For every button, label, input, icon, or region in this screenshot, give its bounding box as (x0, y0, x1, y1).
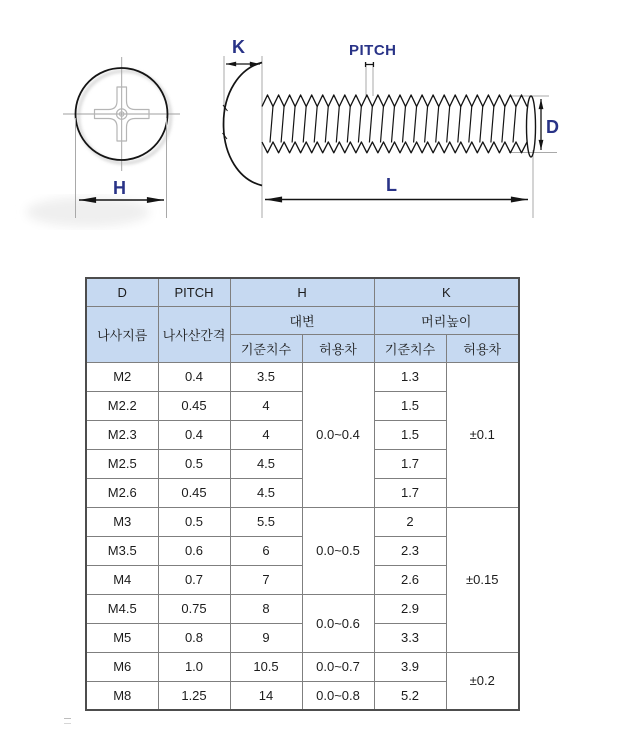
cell-h-tol: 0.0~0.5 (302, 507, 374, 594)
header-cell-k-basic: 기준치수 (374, 334, 446, 362)
cell-pitch: 0.7 (158, 565, 230, 594)
cell-d: M2.6 (86, 478, 158, 507)
header-cell-k-tol: 허용차 (446, 334, 519, 362)
cell-h-basic: 3.5 (230, 362, 302, 391)
dim-label-h: H (113, 178, 126, 198)
thread-bottom-edge (262, 142, 527, 153)
cell-d: M3.5 (86, 536, 158, 565)
cell-d: M2 (86, 362, 158, 391)
header-cell-k-sub: 머리높이 (374, 306, 519, 334)
header-cell-h-basic: 기준치수 (230, 334, 302, 362)
cell-pitch: 0.5 (158, 507, 230, 536)
cell-d: M8 (86, 681, 158, 710)
cell-h-basic: 5.5 (230, 507, 302, 536)
cell-k-basic: 2 (374, 507, 446, 536)
cell-pitch: 0.4 (158, 420, 230, 449)
screw-dimension-drawing (0, 0, 626, 262)
cell-pitch: 0.8 (158, 623, 230, 652)
cell-d: M5 (86, 623, 158, 652)
cell-d: M2.3 (86, 420, 158, 449)
cell-d: M3 (86, 507, 158, 536)
cell-pitch: 1.25 (158, 681, 230, 710)
table-row (86, 362, 519, 391)
cell-k-tol: ±0.15 (446, 507, 519, 652)
cell-k-tol: ±0.1 (446, 362, 519, 507)
cell-d: M2.2 (86, 391, 158, 420)
cell-k-basic: 3.3 (374, 623, 446, 652)
cell-h-basic: 4 (230, 391, 302, 420)
cell-k-tol: ±0.2 (446, 652, 519, 710)
dim-label-d: D (546, 117, 559, 137)
cell-pitch: 1.0 (158, 652, 230, 681)
cell-d: M2.5 (86, 449, 158, 478)
thread-flanks (270, 106, 516, 143)
head-profile (224, 63, 263, 186)
cell-k-basic: 1.5 (374, 391, 446, 420)
cell-k-basic: 5.2 (374, 681, 446, 710)
cell-pitch: 0.75 (158, 594, 230, 623)
spec-table (85, 277, 520, 711)
scan-artifact-mark (64, 718, 71, 724)
table-row (86, 652, 519, 681)
cell-h-basic: 7 (230, 565, 302, 594)
cell-pitch: 0.6 (158, 536, 230, 565)
cell-pitch: 0.45 (158, 478, 230, 507)
cell-h-basic: 14 (230, 681, 302, 710)
header-cell-d-sub: 나사지름 (86, 306, 158, 362)
cell-h-tol: 0.0~0.7 (302, 652, 374, 681)
cell-h-basic: 4 (230, 420, 302, 449)
cell-k-basic: 2.6 (374, 565, 446, 594)
cell-d: M4.5 (86, 594, 158, 623)
cell-h-basic: 8 (230, 594, 302, 623)
cell-pitch: 0.4 (158, 362, 230, 391)
cell-h-basic: 10.5 (230, 652, 302, 681)
cell-h-basic: 9 (230, 623, 302, 652)
cell-pitch: 0.45 (158, 391, 230, 420)
screw-side-view (223, 37, 560, 218)
cell-d: M4 (86, 565, 158, 594)
cell-d: M6 (86, 652, 158, 681)
cell-h-basic: 4.5 (230, 478, 302, 507)
header-cell-h-sub: 대변 (230, 306, 374, 334)
cell-h-basic: 6 (230, 536, 302, 565)
thread-top-edge (262, 95, 527, 107)
cell-pitch: 0.5 (158, 449, 230, 478)
cell-h-basic: 4.5 (230, 449, 302, 478)
cell-h-tol: 0.0~0.6 (302, 594, 374, 652)
header-cell-d: D (86, 278, 158, 306)
head-top-view (63, 57, 180, 218)
table-row (86, 507, 519, 536)
header-cell-h: H (230, 278, 374, 306)
dim-label-k: K (232, 37, 245, 57)
cell-h-tol: 0.0~0.8 (302, 681, 374, 710)
cell-k-basic: 2.3 (374, 536, 446, 565)
header-cell-k: K (374, 278, 519, 306)
header-cell-pitch: PITCH (158, 278, 230, 306)
cell-k-basic: 1.7 (374, 449, 446, 478)
dim-label-l: L (386, 175, 397, 195)
header-cell-h-tol: 허용차 (302, 334, 374, 362)
dim-label-pitch: PITCH (349, 42, 397, 59)
cell-k-basic: 1.3 (374, 362, 446, 391)
header-cell-pitch-sub: 나사산간격 (158, 306, 230, 362)
cell-k-basic: 1.5 (374, 420, 446, 449)
scan-smudge (26, 197, 150, 227)
cell-k-basic: 1.7 (374, 478, 446, 507)
cell-h-tol: 0.0~0.4 (302, 362, 374, 507)
shaft-end-tip (527, 96, 536, 157)
cell-k-basic: 2.9 (374, 594, 446, 623)
cell-k-basic: 3.9 (374, 652, 446, 681)
